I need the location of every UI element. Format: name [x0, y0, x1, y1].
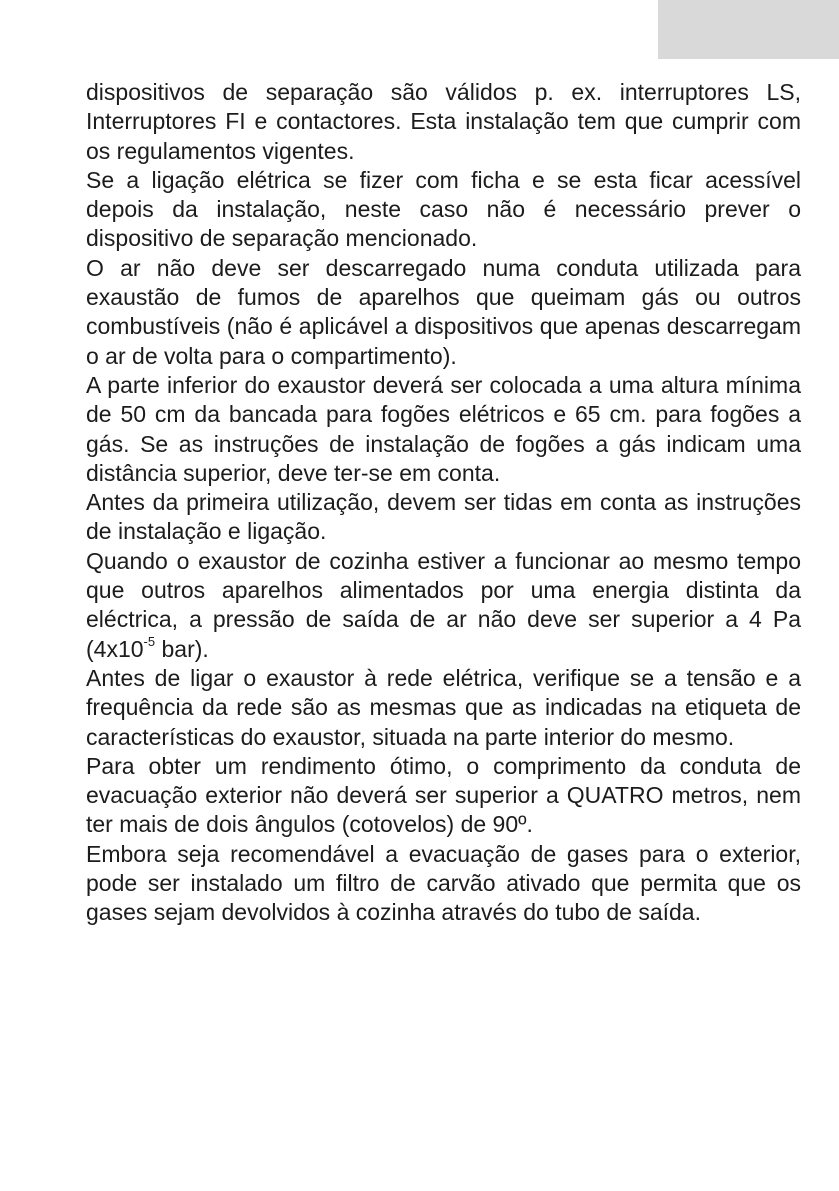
- paragraph: dispositivos de separação são válidos p. ex. interruptores LS, Interruptores FI e contactores. Esta instalação tem que cumprir com os regulamentos vigentes.: [86, 79, 801, 164]
- body-text: [86, 78, 801, 928]
- paragraph-pressure-tail: bar).: [155, 635, 209, 662]
- paragraph: O ar não deve ser descarregado numa conduta utilizada para exaustão de fumos de aparelhos que queimam gás ou outros combustíveis (não é aplicável a dispositivos que apenas descarregam o ar de volta para o compartimento).: [86, 254, 801, 369]
- paragraph-pressure: [86, 547, 801, 664]
- paragraph: Se a ligação elétrica se fizer com ficha e se esta ficar acessível depois da instalação, neste caso não é necessário prever o dispositivo de separação mencionado.: [86, 166, 801, 252]
- paragraph-pressure-text: Quando o exaustor de cozinha estiver a funcionar ao mesmo tempo que outros aparelhos alimentados por uma energia distinta da eléctrica, a pressão de saída de ar não deve ser superior a 4 Pa (4x10: [86, 547, 801, 662]
- exponent-superscript: -5: [143, 633, 156, 649]
- paragraph: Para obter um rendimento ótimo, o comprimento da conduta de evacuação exterior não deverá ser superior a QUATRO metros, nem ter mais de dois ângulos (cotovelos) de 90º.: [86, 752, 801, 838]
- page-corner-tab: [658, 0, 839, 59]
- paragraph: Antes da primeira utilização, devem ser tidas em conta as instruções de instalação e ligação.: [86, 489, 801, 545]
- paragraph: Antes de ligar o exaustor à rede elétrica, verifique se a tensão e a frequência da rede são as mesmas que as indicadas na etiqueta de características do exaustor, situada na parte interior do mesmo.: [86, 664, 801, 750]
- paragraph: A parte inferior do exaustor deverá ser colocada a uma altura mínima de 50 cm da bancada para fogões elétricos e 65 cm. para fogões a gás. Se as instruções de instalação de fogões a gás indicam uma distância superior, deve ter-se em conta.: [86, 371, 801, 486]
- paragraph: Embora seja recomendável a evacuação de gases para o exterior, pode ser instalado um filtro de carvão ativado que permita que os gases sejam devolvidos à cozinha através do tubo de saída.: [86, 840, 801, 926]
